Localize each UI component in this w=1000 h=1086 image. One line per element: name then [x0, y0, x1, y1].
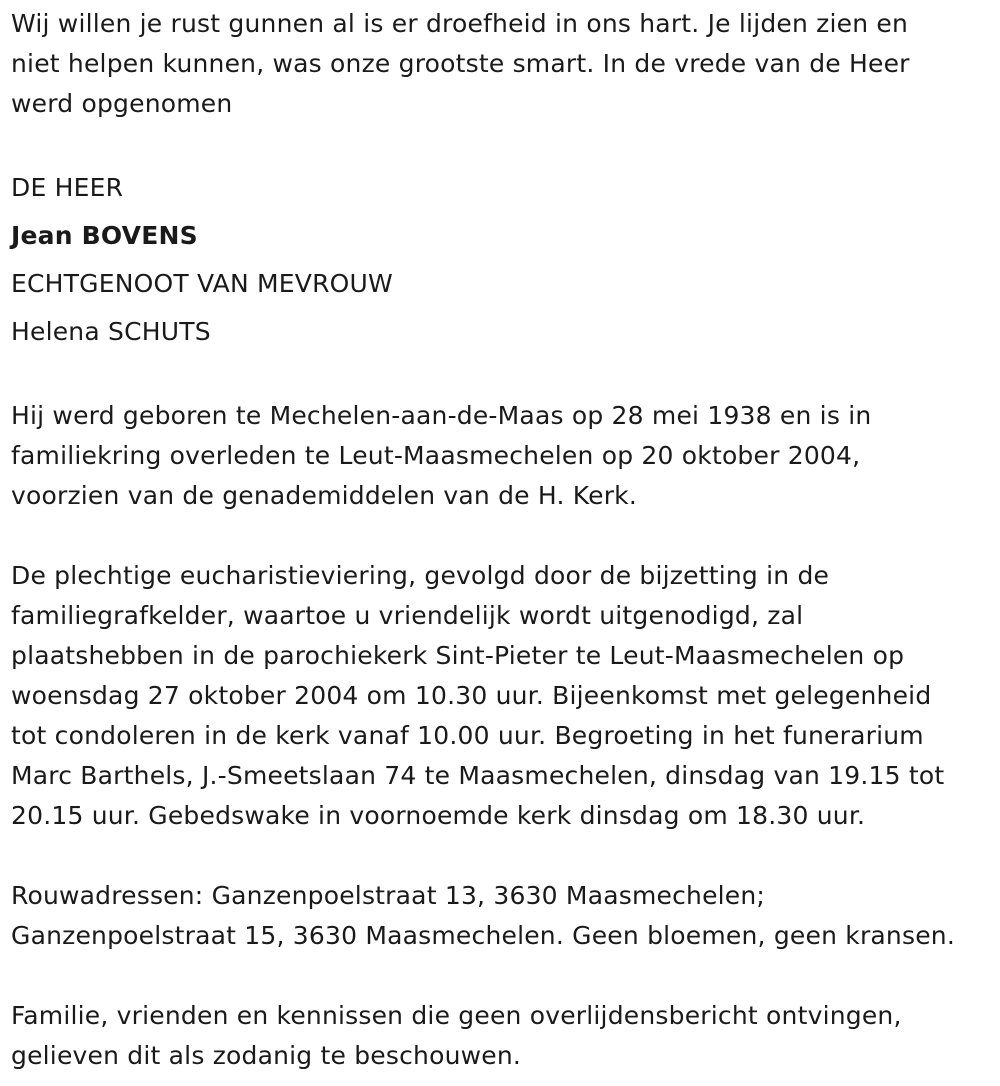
address-line: Rouwadressen: Ganzenpoelstraat 13, 3630 Maasmechelen;: [11, 881, 766, 910]
closing-line: Familie, vrienden en kennissen die geen overlijdensbericht ontvingen,: [11, 1001, 902, 1030]
intro-paragraph: [11, 4, 991, 124]
birth-line: Hij werd geboren te Mechelen-aan-de-Maas op 28 mei 1938 en is in: [11, 401, 872, 430]
closing-paragraph: [11, 996, 991, 1076]
spouse-label: ECHTGENOOT VAN MEVROUW: [11, 269, 393, 298]
closing-line: gelieven dit als zodanig te beschouwen.: [11, 1041, 522, 1070]
service-paragraph: [11, 556, 991, 836]
deceased-block: [11, 164, 991, 356]
birth-line: familiekring overleden te Leut-Maasmechelen op 20 oktober 2004,: [11, 441, 861, 470]
birth-line: voorzien van de genademiddelen van de H. Kerk.: [11, 481, 637, 510]
deceased-name: Jean BOVENS: [11, 221, 198, 250]
intro-line: niet helpen kunnen, was onze grootste smart. In de vrede van de Heer: [11, 49, 910, 78]
service-line: De plechtige eucharistieviering, gevolgd door de bijzetting in de: [11, 561, 830, 590]
intro-line: Wij willen je rust gunnen al is er droefheid in ons hart. Je lijden zien en: [11, 9, 909, 38]
service-line: familiegrafkelder, waartoe u vriendelijk wordt uitgenodigd, zal: [11, 601, 804, 630]
spouse-name: Helena SCHUTS: [11, 317, 211, 346]
obituary-notice: [11, 0, 991, 1076]
service-line: woensdag 27 oktober 2004 om 10.30 uur. Bijeenkomst met gelegenheid: [11, 681, 932, 710]
service-line: tot condoleren in de kerk vanaf 10.00 uur. Begroeting in het funerarium: [11, 721, 924, 750]
intro-line: werd opgenomen: [11, 89, 233, 118]
address-line: Ganzenpoelstraat 15, 3630 Maasmechelen. Geen bloemen, geen kransen.: [11, 921, 955, 950]
birth-death-paragraph: [11, 396, 991, 516]
honorific: DE HEER: [11, 173, 124, 202]
addresses-paragraph: [11, 876, 991, 956]
service-line: 20.15 uur. Gebedswake in voornoemde kerk dinsdag om 18.30 uur.: [11, 801, 866, 830]
service-line: Marc Barthels, J.-Smeetslaan 74 te Maasmechelen, dinsdag van 19.15 tot: [11, 761, 945, 790]
service-line: plaatshebben in de parochiekerk Sint-Pieter te Leut-Maasmechelen op: [11, 641, 905, 670]
